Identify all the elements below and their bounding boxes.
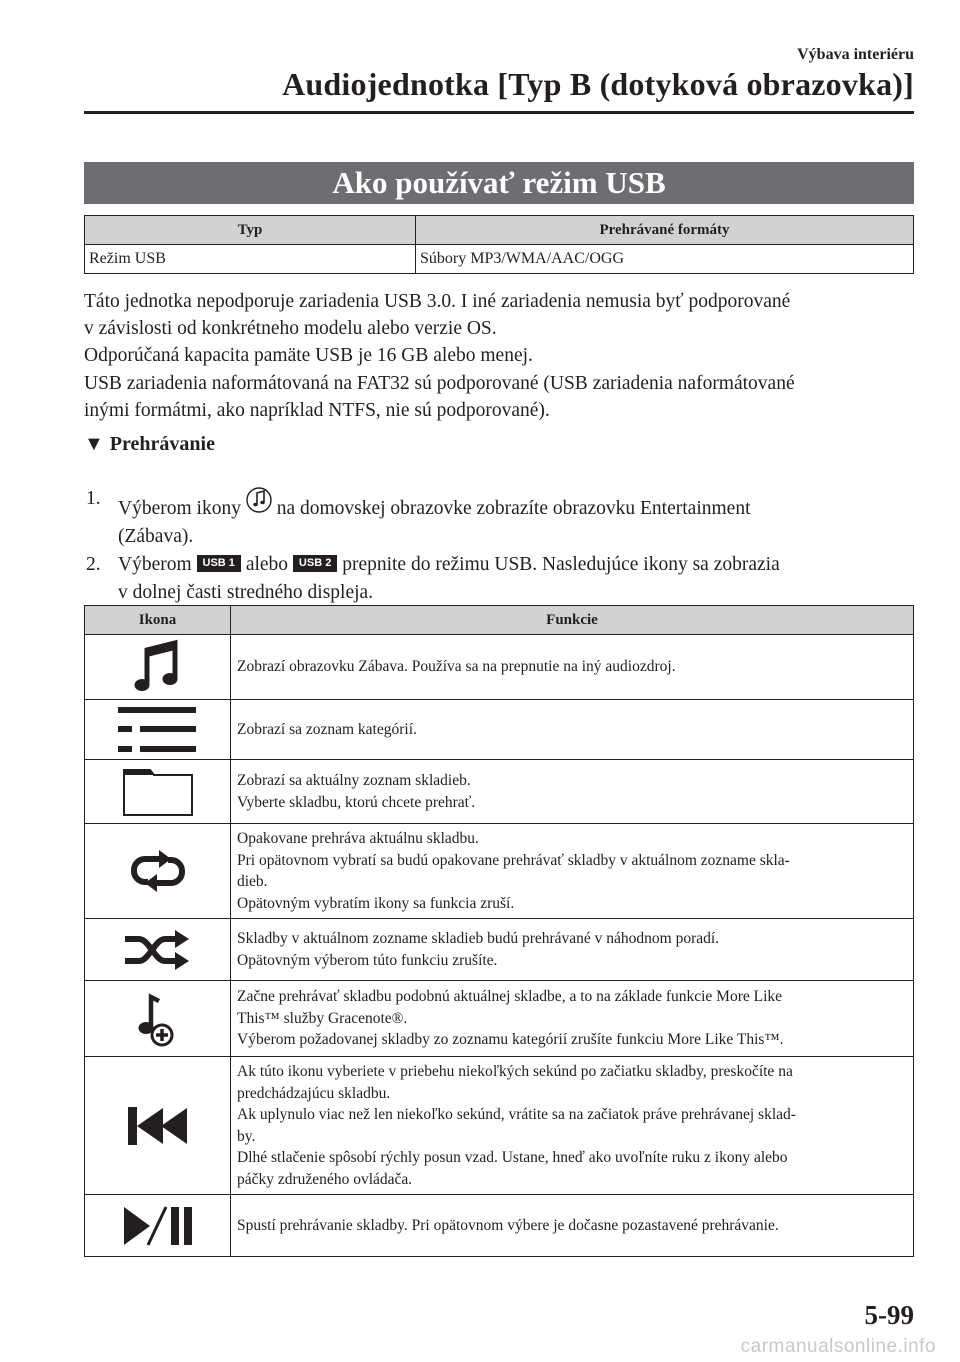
function-description [231, 1057, 914, 1195]
icon-cell [85, 919, 231, 981]
intro-line: USB zariadenia naformátovaná na FAT32 sú podporované (USB zariadenia naformátované [84, 372, 795, 394]
description-line: Dlhé stlačenie spôsobí rýchly posun vzad. Ustane, hneď ako uvoľníte ruku z ikony alebo [237, 1149, 788, 1166]
step-text: na domovskej obrazovke zobrazíte obrazovku Entertainment [271, 498, 751, 519]
function-description [231, 981, 914, 1057]
description-line: Ak túto ikonu vyberiete v priebehu niekoľkých sekúnd po začiatku skladby, preskočíte na [237, 1063, 793, 1080]
music-note-icon [133, 639, 183, 695]
function-description [231, 700, 914, 760]
intro-line: Odporúčaná kapacita pamäte USB je 16 GB alebo menej. [84, 345, 533, 367]
intro-line: Táto jednotka nepodporuje zariadenia USB 3.0. I iné zariadenia nemusia byť podporované [84, 291, 791, 312]
table-row [85, 919, 914, 981]
folder-icon [122, 767, 194, 817]
play-pause-icon [122, 1205, 194, 1247]
usb2-badge: USB 2 [293, 555, 337, 572]
step-text: alebo [240, 554, 293, 575]
function-description [231, 919, 914, 981]
step-text: Výberom ikony [118, 498, 246, 519]
description-line: Opätovným vybratím ikony sa funkcia zruší. [237, 894, 515, 912]
description-line: Zobrazí sa zoznam kategórií. [237, 720, 417, 738]
more-like-this-icon [138, 991, 178, 1047]
step-1 [84, 485, 924, 550]
table-row [85, 1057, 914, 1195]
table-row [85, 760, 914, 824]
functions-header-function: Funkcie [231, 606, 914, 635]
description-line: Opakovane prehráva aktuálnu skladbu. [237, 830, 479, 847]
description-line: Výberom požadovanej skladby zo zoznamu kategórií zrušíte funkciu More Like This™. [237, 1031, 784, 1049]
description-line: Pri opätovnom vybratí sa budú opakovane prehrávať skladby v aktuálnom zozname skla- [237, 851, 790, 869]
subheading-text: Prehrávanie [109, 433, 215, 455]
step-number: 1. [86, 488, 101, 509]
step-2 [84, 551, 924, 606]
intro-line: v závislosti od konkrétneho modelu alebo verzie OS. [84, 318, 497, 340]
subheading [84, 433, 215, 456]
formats-cell-mode: Režim USB [85, 245, 416, 274]
icon-cell [85, 981, 231, 1057]
icon-cell [85, 824, 231, 919]
table-row [85, 700, 914, 760]
header-title: Audiojednotka [Typ B (dotyková obrazovka)] [282, 66, 914, 102]
entertainment-note-icon [246, 485, 272, 515]
formats-cell-formats: Súbory MP3/WMA/AAC/OGG [416, 245, 914, 274]
description-line: Zobrazí obrazovku Zábava. Používa sa na prepnutie na iný audiozdroj. [237, 658, 676, 676]
formats-header-type: Typ [85, 216, 416, 245]
description-line: Ak uplynulo viac než len niekoľko sekúnd, vrátite sa na začiatok práve prehrávanej sklad- [237, 1106, 796, 1123]
table-row [85, 981, 914, 1057]
step-text: (Zábava). [118, 525, 194, 547]
functions-table [84, 605, 914, 1257]
table-row [85, 1195, 914, 1257]
function-description [231, 760, 914, 824]
step-text: v dolnej časti stredného displeja. [118, 581, 374, 603]
steps-list [84, 485, 924, 607]
table-row [85, 824, 914, 919]
description-line: This™ služby Gracenote®. [237, 1009, 408, 1027]
step-number: 2. [86, 554, 101, 575]
step-text: prepnite do režimu USB. Nasledujúce ikony sa zobrazia [337, 554, 780, 575]
functions-header-icon: Ikona [85, 606, 231, 635]
shuffle-icon [123, 929, 193, 971]
watermark: carmanualsonline.info [740, 1336, 936, 1357]
function-description [231, 635, 914, 700]
header-section-label: Výbava interiéru [797, 46, 914, 63]
header-rule [84, 111, 914, 114]
repeat-icon [127, 849, 189, 893]
formats-table [84, 215, 914, 274]
previous-track-icon [127, 1106, 189, 1146]
icon-cell [85, 1195, 231, 1257]
formats-header-formats: Prehrávané formáty [416, 216, 914, 245]
intro-paragraph [84, 288, 924, 424]
description-line: Opätovným výberom túto funkciu zrušíte. [237, 951, 498, 969]
icon-cell [85, 635, 231, 700]
table-row [85, 245, 914, 274]
table-row [85, 635, 914, 700]
description-line: Zobrazí sa aktuálny zoznam skladieb. [237, 772, 471, 789]
usb1-badge: USB 1 [197, 555, 241, 572]
function-description [231, 1195, 914, 1257]
description-line: by. [237, 1127, 256, 1145]
description-line: Začne prehrávať skladbu podobnú aktuálnej skladbe, a to na základe funkcie More Like [237, 988, 783, 1006]
description-line: Skladby v aktuálnom zozname skladieb budú prehrávané v náhodnom poradí. [237, 930, 720, 947]
triangle-bullet-icon: ▼ [84, 433, 104, 455]
page-number: 5-99 [864, 1300, 914, 1330]
icon-cell [85, 760, 231, 824]
description-line: páčky združeného ovládača. [237, 1170, 413, 1188]
description-line: predchádzajúcu skladbu. [237, 1084, 391, 1102]
category-list-icon [118, 706, 198, 754]
icon-cell [85, 700, 231, 760]
description-line: dieb. [237, 873, 268, 890]
section-title-banner: Ako používať režim USB [84, 162, 914, 204]
description-line: Spustí prehrávanie skladby. Pri opätovnom výbere je dočasne pozastavené prehrávanie. [237, 1216, 779, 1234]
icon-cell [85, 1057, 231, 1195]
function-description [231, 824, 914, 919]
description-line: Vyberte skladbu, ktorú chcete prehrať. [237, 793, 476, 811]
intro-line: inými formátmi, ako napríklad NTFS, nie sú podporované). [84, 399, 550, 421]
step-text: Výberom [118, 554, 197, 575]
